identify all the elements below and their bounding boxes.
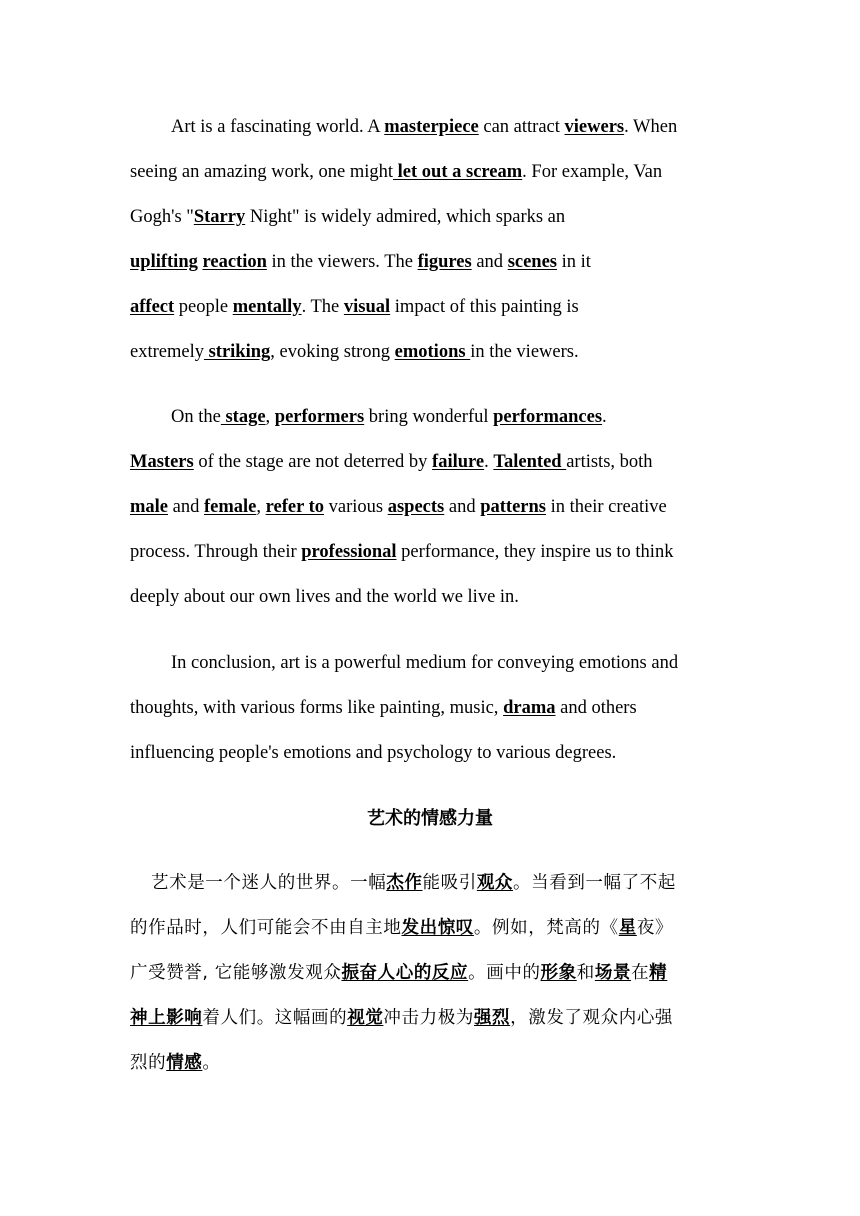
text-line: 的作品时，人们可能会不由自主地发出惊叹。例如，梵高的《星夜》 [130, 918, 674, 938]
vocabulary-term: 振奋人心的反应 [341, 963, 469, 983]
vocabulary-term: aspects [387, 497, 445, 517]
text-line: deeply about our own lives and the world we live in. [130, 587, 519, 607]
paragraph-stage [130, 395, 735, 620]
text-line: Art is a fascinating world. A masterpiece can attract viewers. When [171, 117, 678, 137]
vocabulary-term: patterns [480, 497, 546, 517]
vocabulary-term: performers [274, 407, 365, 427]
vocabulary-term: male [130, 497, 169, 517]
vocabulary-term: 发出惊叹 [401, 918, 474, 938]
chinese-section-heading: 艺术的情感力量 [367, 808, 493, 829]
text-line: extremely striking, evoking strong emotions in the viewers. [130, 342, 579, 362]
paragraph-conclusion [130, 641, 735, 776]
vocabulary-term: viewers [564, 117, 625, 137]
text-line: seeing an amazing work, one might let out a scream. For example, Van [130, 162, 663, 182]
text-line: influencing people's emotions and psychology to various degrees. [130, 743, 617, 763]
vocabulary-term: emotions [394, 342, 471, 362]
text-line: In conclusion, art is a powerful medium for conveying emotions and [171, 653, 679, 673]
text-line: 神上影响着人们。这幅画的视觉冲击力极为强烈，激发了观众内心强 [130, 1008, 674, 1028]
vocabulary-term: Starry [193, 207, 246, 227]
vocabulary-term: 强烈 [473, 1008, 511, 1028]
vocabulary-term: mentally [232, 297, 302, 317]
text-line: Masters of the stage are not deterred by failure. Talented artists, both [130, 452, 653, 472]
vocabulary-term: 杰作 [386, 873, 423, 893]
vocabulary-term: visual [343, 297, 391, 317]
text-line: 广受赞誉, 它能够激发观众振奋人心的反应。画中的形象和场景在精 [130, 963, 668, 983]
text-line: 烈的情感。 [130, 1053, 221, 1073]
vocabulary-term: masterpiece [384, 117, 479, 137]
vocabulary-term: uplifting [130, 252, 198, 272]
text-line: Gogh's "Starry Night" is widely admired, which sparks an [130, 207, 566, 227]
vocabulary-term: 情感 [166, 1053, 203, 1073]
vocabulary-term: drama [503, 698, 556, 718]
vocabulary-term: 精 [649, 963, 668, 983]
vocabulary-term: 神上影响 [130, 1008, 203, 1028]
vocabulary-term: professional [301, 542, 397, 562]
text-line: On the stage, performers bring wonderful performances. [171, 407, 607, 427]
vocabulary-term: 观众 [476, 873, 514, 893]
vocabulary-term: 视觉 [347, 1008, 384, 1028]
vocabulary-term: striking [203, 342, 271, 362]
text-line: process. Through their professional performance, they inspire us to think [130, 542, 674, 562]
vocabulary-term: female [203, 497, 257, 517]
text-line: 艺术是一个迷人的世界。一幅杰作能吸引观众。当看到一幅了不起 [151, 873, 676, 893]
vocabulary-term: stage [220, 407, 266, 427]
vocabulary-term: reaction [202, 252, 267, 272]
vocabulary-term: refer to [265, 497, 324, 517]
text-line: uplifting reaction in the viewers. The figures and scenes in it [130, 252, 591, 272]
vocabulary-term: 星 [618, 918, 637, 938]
text-line: thoughts, with various forms like painting, music, drama and others [130, 698, 637, 718]
vocabulary-term: performances [493, 407, 603, 427]
vocabulary-term: 场景 [594, 963, 632, 983]
vocabulary-term: failure [432, 452, 485, 472]
text-line: affect people mentally. The visual impact of this painting is [130, 297, 579, 317]
paragraph-art-world [130, 105, 735, 375]
vocabulary-term: let out a scream [393, 162, 523, 182]
vocabulary-term: affect [130, 297, 175, 317]
text-line: male and female, refer to various aspects and patterns in their creative [130, 497, 667, 517]
vocabulary-term: 形象 [540, 963, 577, 983]
vocabulary-term: figures [417, 252, 472, 272]
vocabulary-term: Talented [493, 452, 567, 472]
vocabulary-term: scenes [507, 252, 558, 272]
paragraph-chinese [130, 861, 735, 1086]
vocabulary-term: Masters [130, 452, 194, 472]
